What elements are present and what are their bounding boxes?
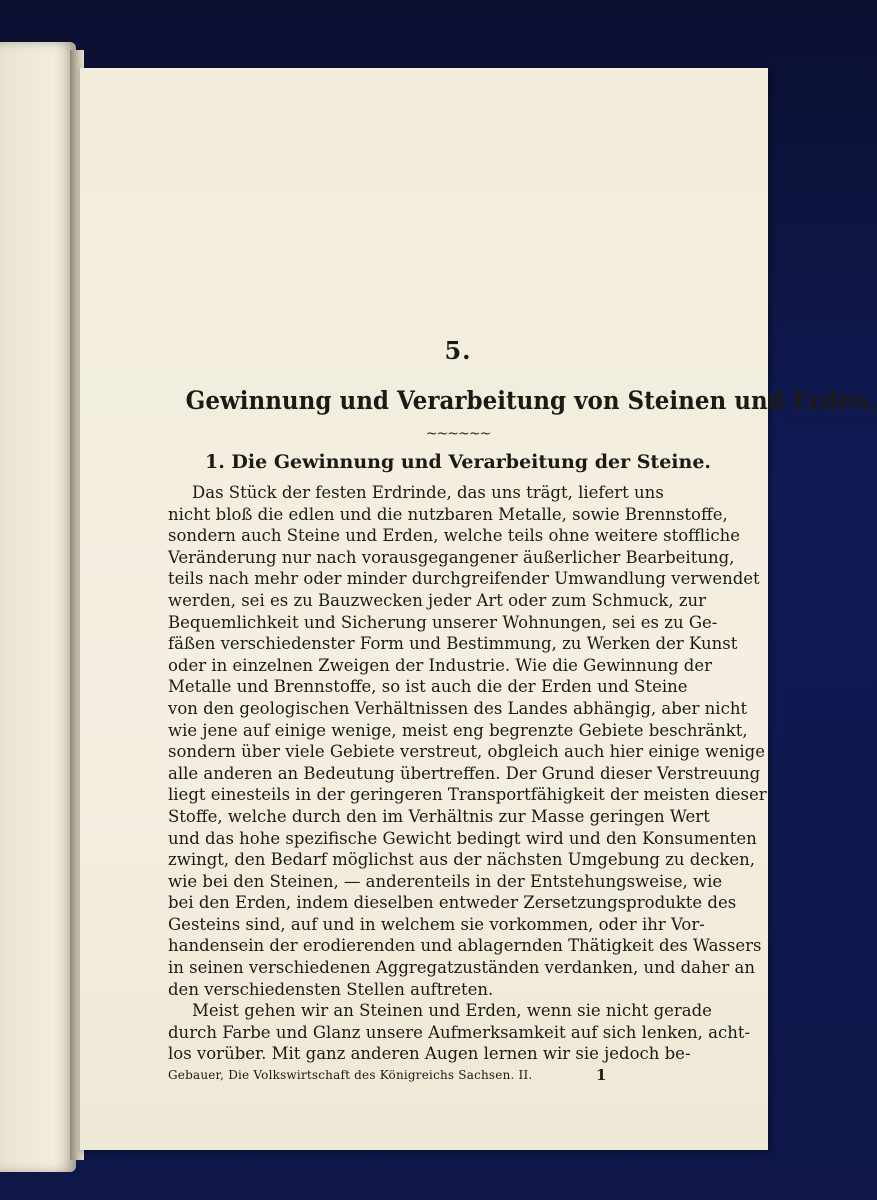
text-line: teils nach mehr oder minder durchgreifender Umwandlung verwendet [168,569,760,589]
text-line: werden, sei es zu Bauzwecken jeder Art oder zum Schmuck, zur [168,590,707,610]
ornament-divider: ~~~~~~ [425,426,491,442]
chapter-number: 5. [444,336,472,365]
footer-signature: Gebauer, Die Volkswirtschaft des Königreichs Sachsen. II. [168,1068,533,1082]
text-line: bei den Erden, indem dieselben entweder Zersetzungsprodukte des [168,893,737,913]
left-page-edge [0,42,76,1172]
section-heading: 1. Die Gewinnung und Verarbeitung der Steine. [204,451,712,473]
text-line: handensein der erodierenden und ablagernden Thätigkeit des Wassers [168,936,762,956]
text-line: von den geologischen Verhältnissen des Landes abhängig, aber nicht [168,698,748,718]
text-line: den verschiedensten Stellen auftreten. [168,979,494,999]
text-line: durch Farbe und Glanz unsere Aufmerksamkeit auf sich lenken, acht- [168,1022,751,1042]
text-line: Veränderung nur nach vorausgegangener äußerlicher Bearbeitung, [168,547,735,567]
text-line: los vorüber. Mit ganz anderen Augen lernen wir sie jedoch be- [168,1044,691,1064]
text-line: wie bei den Steinen, — anderenteils in der Entstehungsweise, wie [168,871,723,891]
book-page [80,68,877,1150]
text-line: Das Stück der festen Erdrinde, das uns trägt, liefert uns [192,483,664,502]
body-text [168,482,767,1065]
text-line: Metalle und Brennstoffe, so ist auch die der Erden und Steine [168,677,688,697]
page-footer [168,1068,656,1088]
text-line: in seinen verschiedenen Aggregatzuständen verdanken, und daher an [168,958,755,978]
text-line: zwingt, den Bedarf möglichst aus der nächsten Umgebung zu decken, [168,850,756,870]
chapter-title: Gewinnung und Verarbeitung von Steinen und Erden. [185,386,877,415]
text-line: nicht bloß die edlen und die nutzbaren Metalle, sowie Brennstoffe, [168,504,728,524]
text-line: und das hohe spezifische Gewicht bedingt wird und den Konsumenten [168,828,757,848]
page-number: 1 [596,1066,607,1084]
text-line: Bequemlichkeit und Sicherung unserer Wohnungen, sei es zu Ge- [168,612,718,632]
text-line: liegt einesteils in der geringeren Transportfähigkeit der meisten dieser [168,785,767,805]
text-line: Gesteins sind, auf und in welchem sie vorkommen, oder ihr Vor- [168,914,705,934]
text-line: fäßen verschiedenster Form und Bestimmung, zu Werken der Kunst [168,634,738,654]
text-line: sondern auch Steine und Erden, welche teils ohne weitere stoffliche [168,526,741,546]
text-line: wie jene auf einige wenige, meist eng begrenzte Gebiete beschränkt, [168,720,748,740]
text-line: alle anderen an Bedeutung übertreffen. Der Grund dieser Verstreuung [168,763,761,783]
text-line: Stoffe, welche durch den im Verhältnis zur Masse geringen Wert [168,806,710,826]
text-line: oder in einzelnen Zweigen der Industrie. Wie die Gewinnung der [168,655,713,675]
text-line: Meist gehen wir an Steinen und Erden, wenn sie nicht gerade [192,1001,712,1021]
text-line: sondern über viele Gebiete verstreut, obgleich auch hier einige wenige [168,742,766,762]
